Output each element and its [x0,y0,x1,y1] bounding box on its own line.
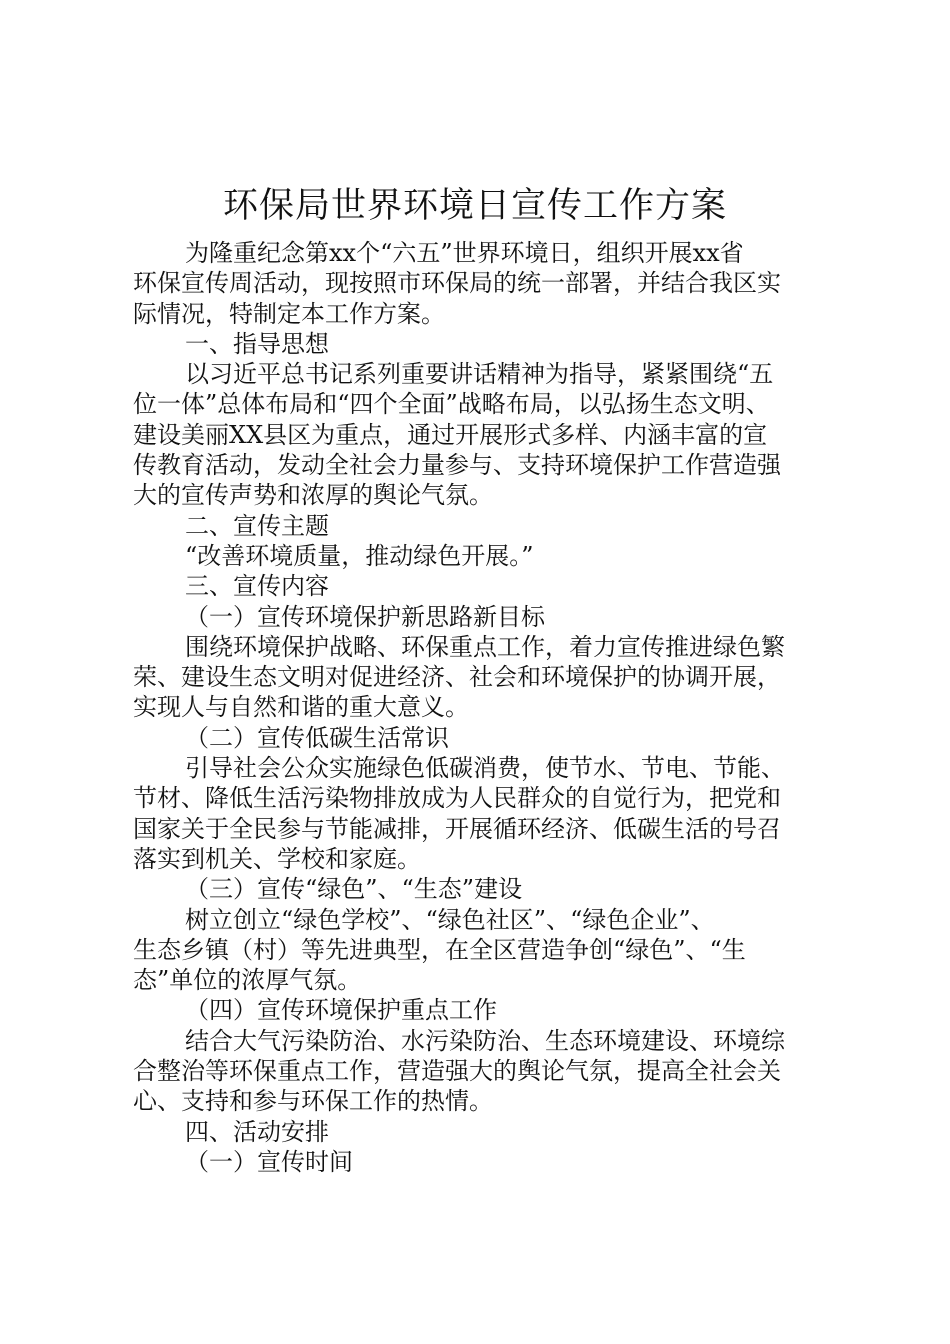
paragraph-line: 际情况，特制定本工作方案。 [133,299,445,328]
section-heading: 一、指导思想 [185,329,329,358]
paragraph-line: 心、支持和参与环保工作的热情。 [133,1087,493,1116]
paragraph-line: 围绕环境保护战略、环保重点工作，着力宣传推进绿色繁 [185,632,785,661]
paragraph-line: 生态乡镇（村）等先进典型，在全区营造争创“绿色”、“生 [133,935,746,964]
subsection-heading: （三）宣传“绿色”、“生态”建设 [185,875,523,904]
paragraph-line: 实现人与自然和谐的重大意义。 [133,693,469,722]
subsection-heading: （二）宣传低碳生活常识 [185,723,449,752]
paragraph-line: 节材、降低生活污染物排放成为人民群众的自觉行为，把党和 [133,784,781,813]
paragraph-line: 国家关于全民参与节能减排，开展循环经济、低碳生活的号召 [133,814,781,843]
paragraph-line: 态”单位的浓厚气氛。 [133,966,362,995]
document-title: 环保局世界环境日宣传工作方案 [222,186,727,226]
subsection-heading: （一）宣传环境保护新思路新目标 [185,602,545,631]
paragraph-line: 位一体”总体布局和“四个全面”战略布局，以弘扬生态文明、 [133,390,770,419]
paragraph-line: 引导社会公众实施绿色低碳消费，使节水、节电、节能、 [185,754,785,783]
paragraph-line: 以习近平总书记系列重要讲话精神为指导，紧紧围绕“五 [185,360,774,389]
subsection-heading: （四）宣传环境保护重点工作 [185,996,497,1025]
paragraph-line: 落实到机关、学校和家庭。 [133,844,421,873]
paragraph-line: 为隆重纪念第xx个“六五”世界环境日，组织开展xx省 [185,239,744,267]
paragraph-line: 结合大气污染防治、水污染防治、生态环境建设、环境综 [185,1026,785,1055]
paragraph-line: 荣、建设生态文明对促进经济、社会和环境保护的协调开展， [133,663,781,692]
paragraph-line: 建设美丽XX县区为重点，通过开展形式多样、内涵丰富的宣 [133,420,768,449]
paragraph-line: 环保宣传周活动，现按照市环保局的统一部署，并结合我区实 [133,269,781,298]
paragraph-line: 树立创立“绿色学校”、“绿色社区”、“绿色企业”、 [185,905,715,934]
theme-slogan: “改善环境质量，推动绿色开展。” [185,541,534,570]
section-heading: 三、宣传内容 [185,572,329,601]
document-body [133,238,833,1177]
subsection-heading: （一）宣传时间 [185,1147,353,1176]
paragraph-line: 大的宣传声势和浓厚的舆论气氛。 [133,481,493,510]
paragraph-line: 合整治等环保重点工作，营造强大的舆论气氛，提高全社会关 [133,1057,781,1086]
section-heading: 二、宣传主题 [185,511,329,540]
section-heading: 四、活动安排 [185,1117,329,1146]
paragraph-line: 传教育活动，发动全社会力量参与、支持环境保护工作营造强 [133,451,781,480]
